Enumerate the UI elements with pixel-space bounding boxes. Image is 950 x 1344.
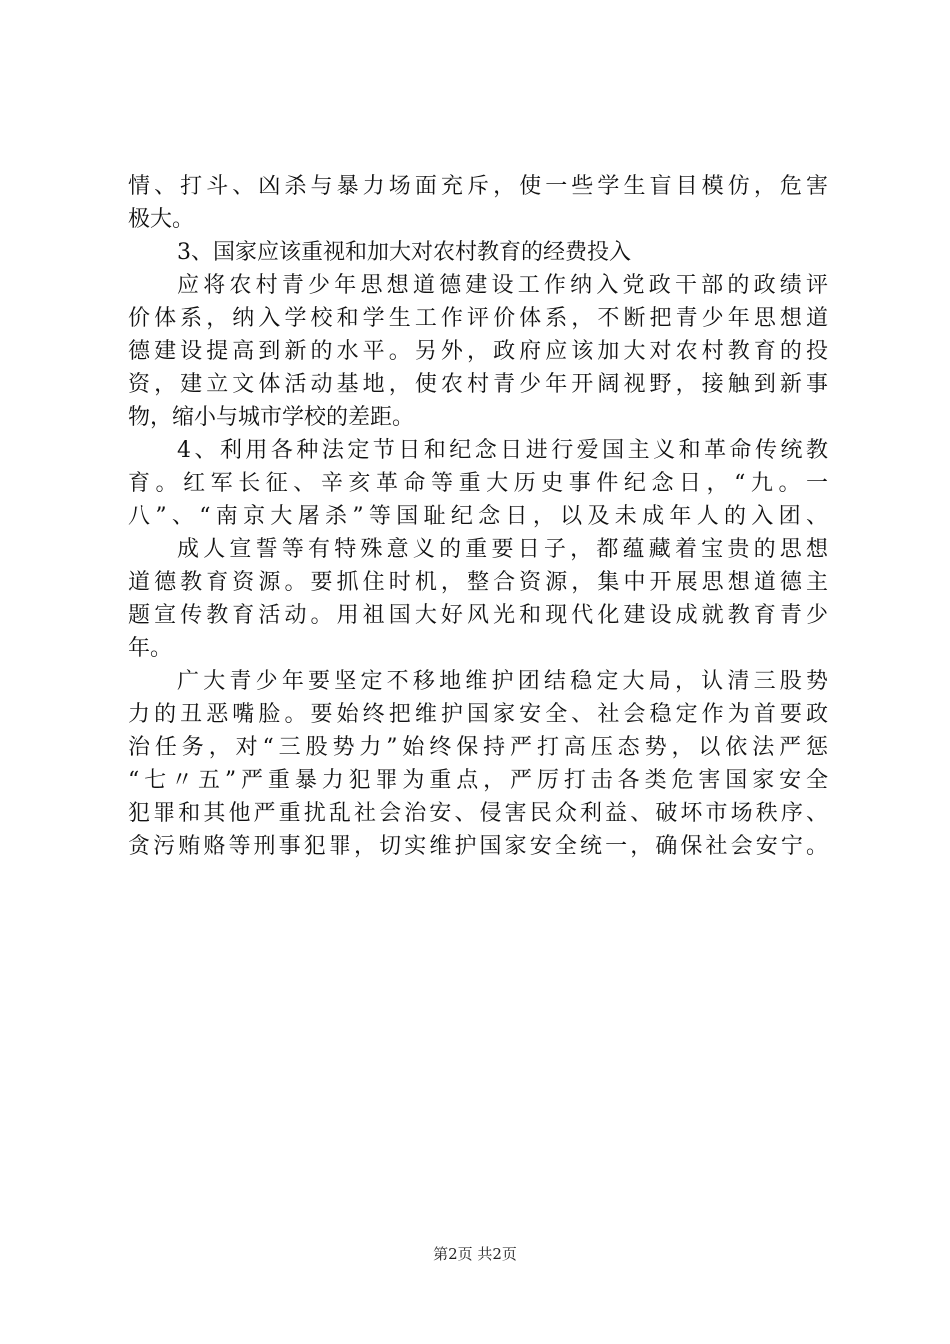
text-line-4: 应将农村青少年思想道德建设工作纳入党政干部的政绩评	[177, 273, 828, 298]
text-line-11: 八”、“南京大屠杀”等国耻纪念日，以及未成年人的入团、	[128, 504, 828, 529]
text-line-5: 价体系，纳入学校和学生工作评价体系，不断把青少年思想道	[128, 306, 828, 331]
text-line-8: 物，缩小与城市学校的差距。	[128, 405, 415, 430]
body-text	[128, 170, 828, 863]
section-heading-4: 4、利用各种法定节日和纪念日进行爱国主义和革命传统教	[177, 438, 828, 463]
text-line-20: 犯罪和其他严重扰乱社会治安、侵害民众利益、破坏市场秩序、	[128, 801, 828, 826]
text-line-12: 成人宣誓等有特殊意义的重要日子，都蕴藏着宝贵的思想	[177, 537, 828, 562]
section-heading-3: 3、国家应该重视和加大对农村教育的经费投入	[177, 240, 631, 265]
text-line-2: 极大。	[128, 207, 195, 232]
text-line-21: 贪污贿赂等刑事犯罪，切实维护国家安全统一，确保社会安宁。	[128, 834, 828, 859]
text-line-13: 道德教育资源。要抓住时机，整合资源，集中开展思想道德主	[128, 570, 828, 595]
text-line-18: 治任务，对“三股势力”始终保持严打高压态势，以依法严惩	[128, 735, 828, 760]
text-line-1: 情、打斗、凶杀与暴力场面充斥，使一些学生盲目模仿，危害	[128, 174, 828, 199]
text-line-15: 年。	[128, 636, 173, 661]
text-line-16: 广大青少年要坚定不移地维护团结稳定大局，认清三股势	[177, 669, 828, 694]
text-line-10: 育。红军长征、辛亥革命等重大历史事件纪念日，“九。一	[128, 471, 828, 496]
page-footer: 第2页 共2页	[433, 1245, 517, 1263]
text-line-7: 资，建立文体活动基地，使农村青少年开阔视野，接触到新事	[128, 372, 828, 397]
text-line-14: 题宣传教育活动。用祖国大好风光和现代化建设成就教育青少	[128, 603, 828, 628]
text-line-19: “七〃五”严重暴力犯罪为重点，严厉打击各类危害国家安全	[128, 768, 828, 793]
text-line-6: 德建设提高到新的水平。另外，政府应该加大对农村教育的投	[128, 339, 828, 364]
text-line-17: 力的丑恶嘴脸。要始终把维护国家安全、社会稳定作为首要政	[128, 702, 828, 727]
